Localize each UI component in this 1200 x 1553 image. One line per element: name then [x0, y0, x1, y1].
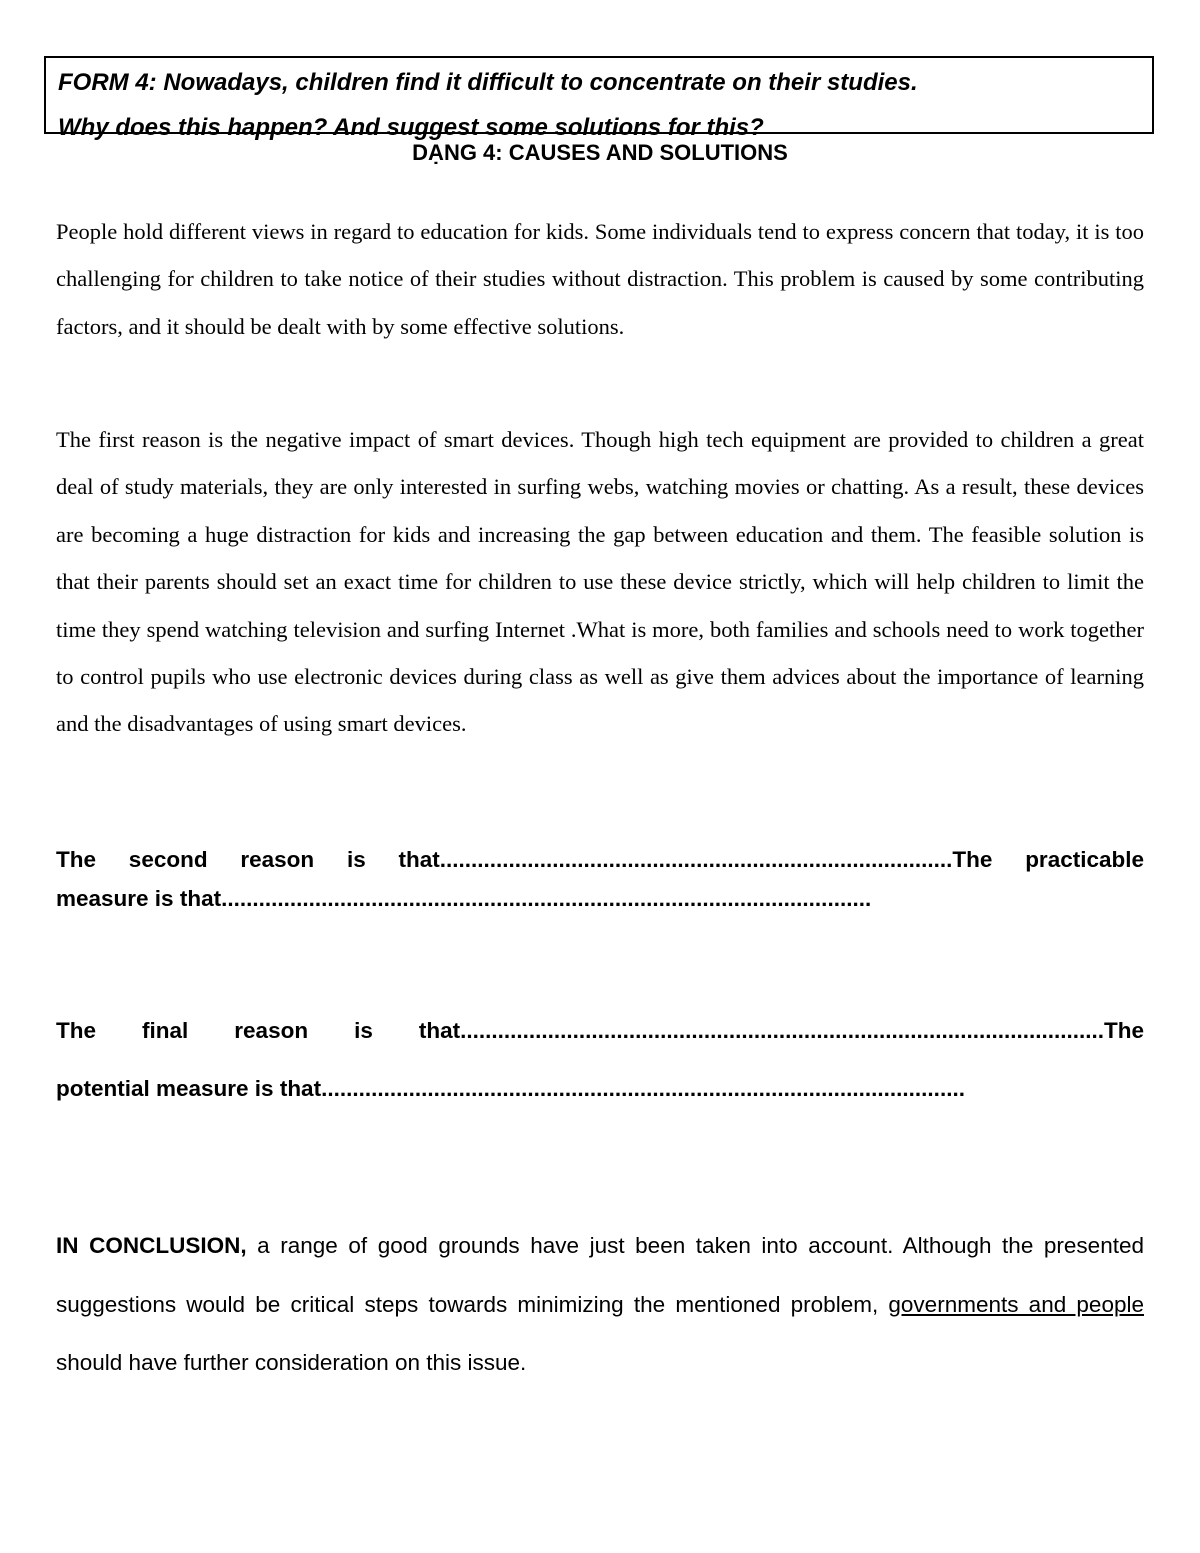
essay-prompt-box: [44, 56, 1154, 141]
section-heading: DẠNG 4: CAUSES AND SOLUTIONS: [412, 140, 788, 165]
second-reason-line-1: The second reason is that..................................................................................The practicable: [56, 847, 1144, 872]
conclusion-underlined-text: governments and people: [888, 1291, 1144, 1317]
intro-paragraph: People hold different views in regard to education for kids. Some individuals tend to express concern that today, it is too challenging for children to take notice of their studies without distraction. This problem is caused by some contributing factors, and it should be dealt with by some effective solutions.: [56, 219, 1144, 339]
prompt-line-1: FORM 4: Nowadays, children find it difficult to concentrate on their studies.: [58, 69, 918, 96]
final-reason-line-1: The final reason is that.......................................................................................................The: [56, 1018, 1144, 1043]
first-reason-paragraph: The first reason is the negative impact of smart devices. Though high tech equipment are provided to children a great deal of study materials, they are only interested in surfing webs, watching movies or chatting. As a result, these devices are becoming a huge distraction for kids and increasing the gap between education and them. The feasible solution is that their parents should set an exact time for children to use these device strictly, which will help children to limit the time they spend watching television and surfing Internet .What is more, both families and schools need to work together to control pupils who use electronic devices during class as well as give them advices about the importance of learning and the disadvantages of using smart devices.: [56, 427, 1144, 737]
prompt-line-2: Why does this happen? And suggest some solutions for this?: [58, 114, 764, 141]
conclusion-text-1: a range of good grounds have just been taken into account. Although the presented suggestions would be critical steps towards minimizing the mentioned problem,: [56, 1233, 1144, 1317]
final-reason-paragraph: [56, 1002, 1144, 1118]
second-reason-paragraph: [56, 840, 1144, 918]
second-reason-line-2: measure is that........................................................................................................: [56, 886, 872, 911]
conclusion-lead: IN CONCLUSION,: [56, 1233, 247, 1258]
conclusion-text-2: should have further consideration on this issue.: [56, 1350, 527, 1375]
conclusion-paragraph: [56, 1217, 1144, 1393]
final-reason-line-2: potential measure is that.......................................................................................................: [56, 1076, 965, 1101]
